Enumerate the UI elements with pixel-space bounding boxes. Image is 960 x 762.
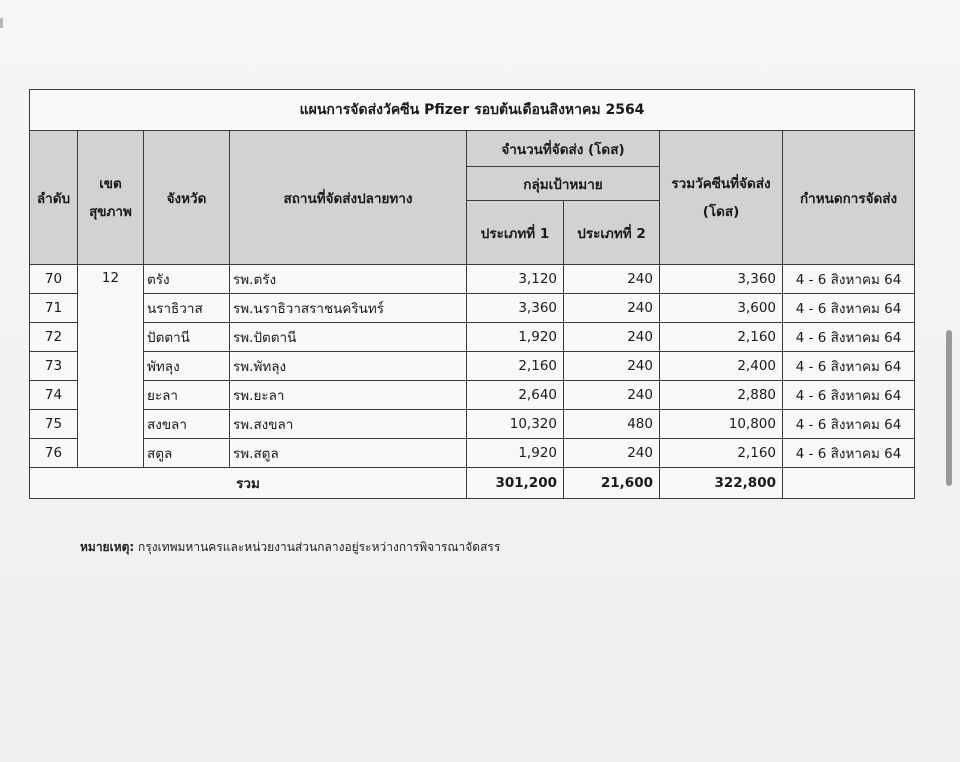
cell-total: 10,800 [660, 410, 783, 439]
cell-province: พัทลุง [144, 352, 230, 381]
cell-province: ยะลา [144, 381, 230, 410]
cell-province: สงขลา [144, 410, 230, 439]
cell-destination: รพ.ยะลา [230, 381, 467, 410]
cell-health-zone: 12 [78, 265, 144, 468]
cell-order: 74 [30, 381, 78, 410]
cell-province: ปัตตานี [144, 323, 230, 352]
cell-schedule: 4 - 6 สิงหาคม 64 [783, 265, 915, 294]
cell-type2: 240 [564, 439, 660, 468]
cell-total: 2,400 [660, 352, 783, 381]
cell-schedule: 4 - 6 สิงหาคม 64 [783, 381, 915, 410]
cell-schedule: 4 - 6 สิงหาคม 64 [783, 352, 915, 381]
cell-order: 72 [30, 323, 78, 352]
footnote-label: หมายเหตุ: [80, 540, 135, 554]
page-edge-mark [0, 18, 3, 28]
cell-total: 3,600 [660, 294, 783, 323]
header-doses-sent: จำนวนที่จัดส่ง (โดส) [467, 131, 660, 167]
cell-type1: 3,120 [467, 265, 564, 294]
table-row [30, 352, 915, 381]
cell-destination: รพ.สตูล [230, 439, 467, 468]
table-row [30, 265, 915, 294]
cell-province: นราธิวาส [144, 294, 230, 323]
cell-type1: 10,320 [467, 410, 564, 439]
cell-order: 73 [30, 352, 78, 381]
cell-order: 75 [30, 410, 78, 439]
cell-type2: 240 [564, 352, 660, 381]
cell-type1: 1,920 [467, 323, 564, 352]
cell-type2: 240 [564, 323, 660, 352]
cell-total: 2,160 [660, 323, 783, 352]
header-health-zone: เขต สุขภาพ [78, 131, 144, 265]
vaccine-distribution-table [29, 89, 915, 499]
totals-type1: 301,200 [467, 468, 564, 499]
cell-schedule: 4 - 6 สิงหาคม 64 [783, 439, 915, 468]
cell-total: 2,160 [660, 439, 783, 468]
table-title: แผนการจัดส่งวัคซีน Pfizer รอบต้นเดือนสิงหาคม 2564 [30, 90, 915, 131]
cell-type1: 2,640 [467, 381, 564, 410]
footnote-text: กรุงเทพมหานครและหน่วยงานส่วนกลางอยู่ระหว่างการพิจารณาจัดสรร [134, 540, 501, 554]
cell-type1: 3,360 [467, 294, 564, 323]
cell-type2: 240 [564, 294, 660, 323]
cell-type2: 240 [564, 265, 660, 294]
table-row [30, 294, 915, 323]
cell-destination: รพ.ตรัง [230, 265, 467, 294]
totals-row [30, 468, 915, 499]
totals-total: 322,800 [660, 468, 783, 499]
cell-type1: 2,160 [467, 352, 564, 381]
footnote [80, 538, 500, 557]
cell-province: ตรัง [144, 265, 230, 294]
cell-schedule: 4 - 6 สิงหาคม 64 [783, 323, 915, 352]
totals-schedule-empty [783, 468, 915, 499]
table-row [30, 381, 915, 410]
cell-destination: รพ.นราธิวาสราชนครินทร์ [230, 294, 467, 323]
header-destination: สถานที่จัดส่งปลายทาง [230, 131, 467, 265]
cell-type1: 1,920 [467, 439, 564, 468]
header-province: จังหวัด [144, 131, 230, 265]
cell-total: 2,880 [660, 381, 783, 410]
table-row [30, 410, 915, 439]
cell-destination: รพ.ปัตตานี [230, 323, 467, 352]
totals-type2: 21,600 [564, 468, 660, 499]
cell-type2: 240 [564, 381, 660, 410]
table-row [30, 323, 915, 352]
cell-total: 3,360 [660, 265, 783, 294]
cell-destination: รพ.สงขลา [230, 410, 467, 439]
table-row [30, 439, 915, 468]
header-type1: ประเภทที่ 1 [467, 201, 564, 265]
header-target-group: กลุ่มเป้าหมาย [467, 167, 660, 201]
cell-schedule: 4 - 6 สิงหาคม 64 [783, 410, 915, 439]
header-order: ลำดับ [30, 131, 78, 265]
header-total-vaccine: รวมวัคซีนที่จัดส่ง (โดส) [660, 131, 783, 265]
cell-type2: 480 [564, 410, 660, 439]
cell-order: 76 [30, 439, 78, 468]
cell-destination: รพ.พัทลุง [230, 352, 467, 381]
header-schedule: กำหนดการจัดส่ง [783, 131, 915, 265]
cell-province: สตูล [144, 439, 230, 468]
cell-schedule: 4 - 6 สิงหาคม 64 [783, 294, 915, 323]
header-type2: ประเภทที่ 2 [564, 201, 660, 265]
vertical-scrollbar[interactable] [946, 330, 952, 486]
cell-order: 71 [30, 294, 78, 323]
totals-label: รวม [30, 468, 467, 499]
cell-order: 70 [30, 265, 78, 294]
